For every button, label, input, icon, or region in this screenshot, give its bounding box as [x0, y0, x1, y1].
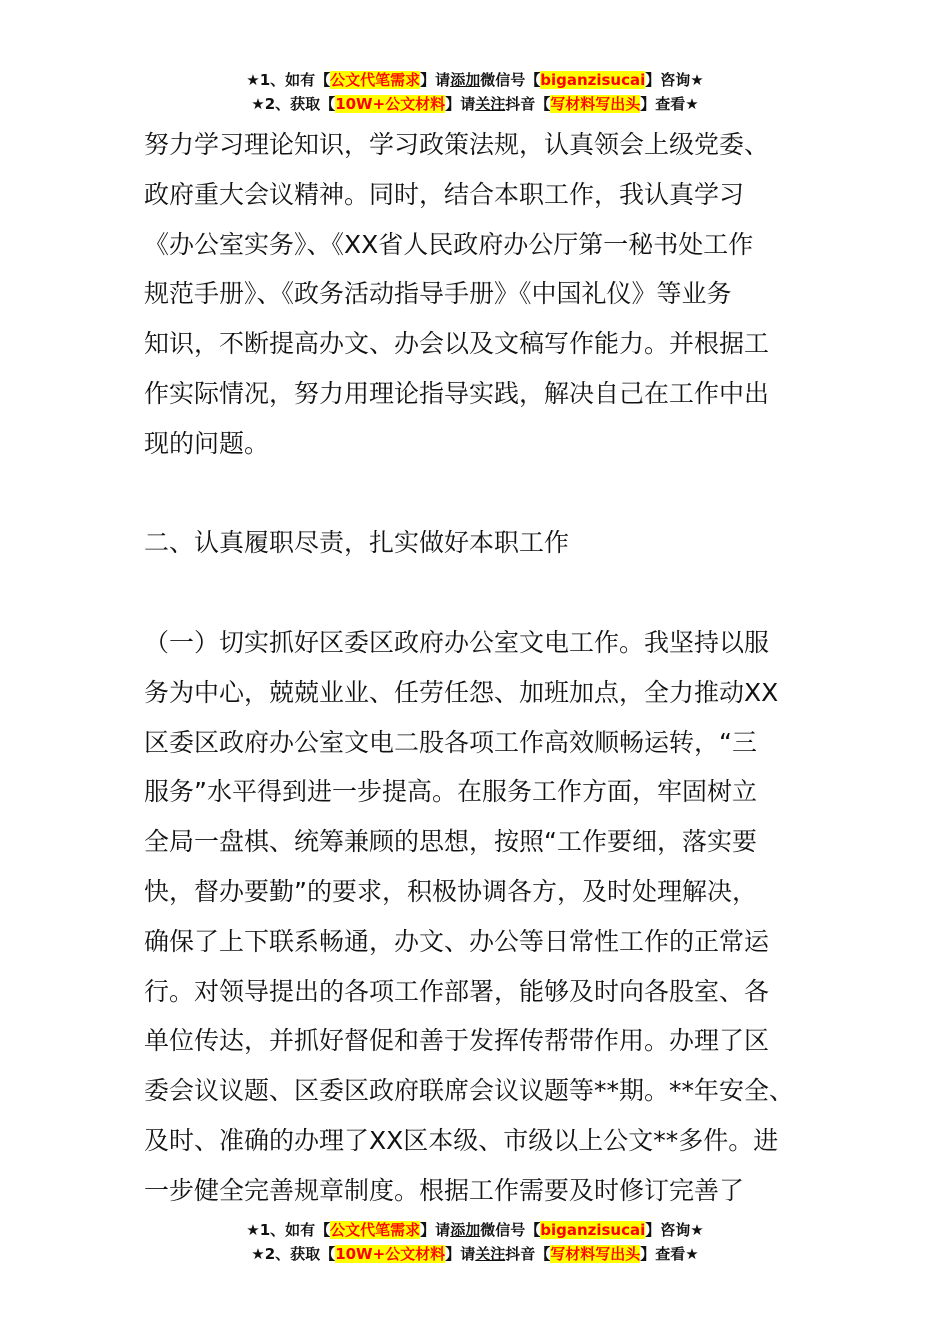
promo-text: 】咨询★ — [645, 1221, 704, 1239]
promo-line-1 — [0, 1218, 950, 1242]
text-line: 《办公室实务》、《XX省人民政府办公厅第一秘书处工作 — [144, 229, 754, 259]
text-line: 努力学习理论知识，学习政策法规，认真领会上级党委、 — [144, 130, 770, 159]
text-line: 知识，不断提高办文、办会以及文稿写作能力。并根据工 — [144, 329, 770, 359]
text-line: 政府重大会议精神。同时，结合本职工作，我认真学习 — [144, 179, 745, 209]
paragraph-study — [144, 120, 824, 469]
promo-underline: 添加 — [450, 1221, 481, 1239]
promo-text: 】咨询★ — [645, 71, 704, 89]
promo-line-1 — [0, 68, 950, 92]
promo-text: 】请 — [420, 71, 451, 89]
promo-banner-top — [0, 68, 950, 116]
text-line: 一步健全完善规章制度。根据工作需要及时修订完善了 — [144, 1175, 745, 1205]
promo-underline: 关注 — [475, 95, 506, 113]
promo-highlight: 公文代笔需求 — [330, 1221, 421, 1239]
promo-text: 微信号【 — [480, 1221, 541, 1239]
text-line: 全局一盘棋、统筹兼顾的思想，按照“工作要细，落实要 — [144, 827, 757, 857]
promo-text: 抖音【 — [505, 95, 551, 113]
text-line: 规范手册》、《政务活动指导手册》《中国礼仪》等业务 — [144, 279, 732, 309]
text-line: 区委区政府办公室文电二股各项工作高效顺畅运转，“三 — [144, 727, 757, 757]
promo-line-2 — [0, 92, 950, 116]
promo-text: ★2、获取【 — [251, 1245, 336, 1263]
promo-highlight: biganzisucai — [540, 1221, 646, 1239]
promo-highlight: 10W+公文材料 — [335, 1245, 446, 1263]
promo-highlight: 写材料写出头 — [550, 95, 641, 113]
promo-highlight: 公文代笔需求 — [330, 71, 421, 89]
text-line: （一）切实抓好区委区政府办公室文电工作。我坚持以服 — [144, 627, 770, 657]
text-line: 单位传达，并抓好督促和善于发挥传帮带作用。办理了区 — [144, 1026, 770, 1056]
promo-text: 】查看★ — [640, 95, 699, 113]
paragraph-gap — [144, 568, 824, 618]
promo-text: 】请 — [420, 1221, 451, 1239]
promo-text: 】查看★ — [640, 1245, 699, 1263]
section-heading — [144, 518, 824, 568]
promo-underline: 添加 — [450, 71, 481, 89]
promo-text: 】请 — [445, 1245, 476, 1263]
promo-text: ★1、如有【 — [246, 1221, 331, 1239]
text-line: 及时、准确的办理了XX区本级、市级以上公文**多件。进 — [144, 1125, 779, 1155]
text-line: 快，督办要勤”的要求，积极协调各方，及时处理解决， — [144, 876, 757, 906]
text-line: 作实际情况，努力用理论指导实践，解决自己在工作中出 — [144, 378, 770, 408]
promo-highlight: 写材料写出头 — [550, 1245, 641, 1263]
text-line: 务为中心，兢兢业业、任劳任怨、加班加点，全力推动XX — [144, 677, 779, 707]
promo-text: 】请 — [445, 95, 476, 113]
paragraph-gap — [144, 469, 824, 519]
promo-underline: 关注 — [475, 1245, 506, 1263]
promo-highlight: 10W+公文材料 — [335, 95, 446, 113]
paragraph-document-work — [144, 618, 824, 1216]
promo-text: ★1、如有【 — [246, 71, 331, 89]
text-line: 行。对领导提出的各项工作部署，能够及时向各股室、各 — [144, 976, 770, 1006]
promo-text: 抖音【 — [505, 1245, 551, 1263]
promo-line-2 — [0, 1242, 950, 1266]
promo-banner-bottom — [0, 1218, 950, 1266]
heading-text: 二、认真履职尽责，扎实做好本职工作 — [144, 528, 570, 558]
promo-highlight: biganzisucai — [540, 71, 646, 89]
promo-text: ★2、获取【 — [251, 95, 336, 113]
text-line: 服务”水平得到进一步提高。在服务工作方面，牢固树立 — [144, 777, 757, 807]
text-line: 现的问题。 — [144, 428, 270, 458]
promo-text: 微信号【 — [480, 71, 541, 89]
document-body — [144, 120, 824, 1216]
text-line: 确保了上下联系畅通，办文、办公等日常性工作的正常运 — [144, 926, 770, 956]
text-line: 委会议议题、区委区政府联席会议议题等**期。**年安全、 — [144, 1076, 795, 1106]
